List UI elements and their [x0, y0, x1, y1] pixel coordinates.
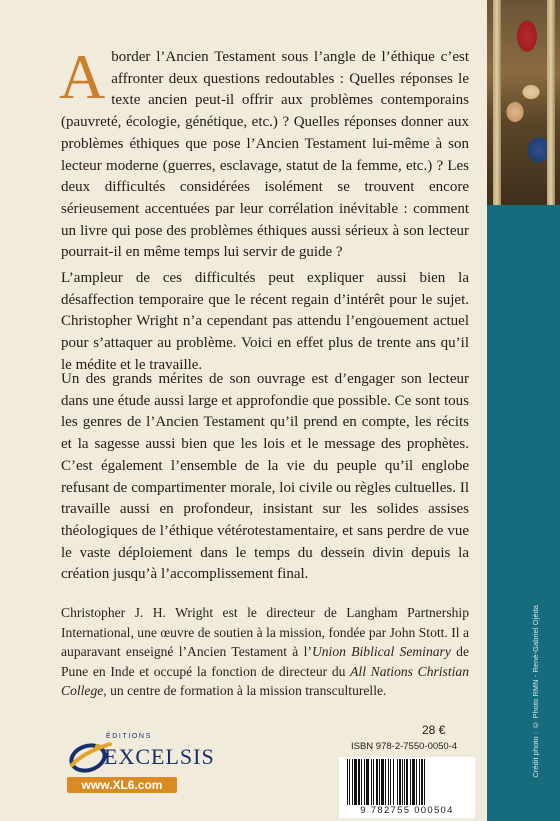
publisher-editions-label: ÉDITIONS: [106, 733, 152, 740]
blurb-paragraph-1-text: border l’Ancien Testament sous l’angle de l’éthique c’est affronter deux questions redoutables : Quelles réponses le texte ancien peut-il offrir aux problèmes contemporains (pauvreté, écologie, génétique, etc.) ? Quelles réponses donner aux problèmes éthiques que pose l’Ancien Testament lui-même à son lecteur moderne (guerres, esclavage, statut de la femme, etc.) ? Les deux difficultés considérées isolément se trouvent encore sérieusement accentuées par leur corrélation inévitable : comment un livre qui pose des problèmes éthiques aussi sérieux à son lecteur pourrait-il en même temps lui servir de guide ?: [61, 49, 469, 261]
author-bio-part2: de Pune en Inde et occupé la fonction de directeur du: [61, 644, 469, 679]
barcode-bar: [419, 759, 420, 805]
barcode-bar: [406, 759, 408, 805]
barcode-bar: [366, 759, 369, 805]
barcode-bar: [381, 759, 384, 805]
barcode-bar: [349, 759, 350, 805]
photo-credit: Crédit photo : © Photo RMN - René-Gabriel Ojéda: [531, 605, 540, 778]
drop-cap: A: [59, 41, 106, 112]
author-bio-school-2: All Nations Christian College: [61, 663, 469, 699]
barcode-digits: 9 782755 000504: [339, 805, 475, 818]
barcode-bar: [354, 759, 357, 805]
barcode-bar: [393, 759, 394, 805]
barcode-bar: [361, 759, 362, 805]
barcode-bar: [388, 759, 389, 805]
barcode-bar: [358, 759, 360, 805]
author-bio: [61, 603, 469, 701]
barcode-bar: [364, 759, 365, 805]
barcode-bar: [390, 759, 391, 805]
isbn-label: ISBN 978-2-7550-0050-4: [351, 741, 458, 752]
barcode-bar: [373, 759, 374, 805]
publisher-name: EXCELSIS: [104, 744, 215, 769]
author-bio-part3: , un centre de formation à la mission transculturelle.: [103, 683, 387, 699]
barcode-bar: [352, 759, 353, 805]
author-bio-part1: Christopher J. H. Wright est le directeur de Langham Partnership International, une œuvre de soutien à la mission, fondée par John Stott. Il a auparavant enseigné l’Ancien Testament à l’: [61, 605, 469, 660]
painting-column: [493, 0, 501, 205]
barcode-bar: [399, 759, 401, 805]
author-bio-school-1: Union Biblical Seminary: [311, 644, 451, 660]
barcode-bar: [421, 759, 423, 805]
publisher-url[interactable]: www.XL6.com: [67, 777, 177, 793]
blurb-paragraph-2: L’ampleur de ces difficultés peut expliquer aussi bien la désaffection temporaire que le récent regain d’intérêt pour le sujet. Christopher Wright n’a cependant pas attendu l’engouement actuel pour s’attaquer au problème. Voici en effet plus de trente ans qu’il le médite et le travaille.: [61, 270, 469, 373]
barcode-bar: [412, 759, 415, 805]
painting-column: [547, 0, 555, 205]
barcode-bar: [424, 759, 425, 805]
barcode: [339, 757, 475, 805]
blurb-paragraph-1: [59, 41, 469, 264]
barcode-bar: [371, 759, 372, 805]
barcode-bar: [404, 759, 405, 805]
barcode-bars: [339, 757, 475, 805]
blurb-paragraph-3: Un des grands mérites de son ouvrage est d’engager son lecteur dans une étude aussi large et approfondie que possible. Ce sont tous les genres de l’Ancien Testament qu’il prend en compte, les récits et la sagesse aussi bien que les lois et le message des prophètes. C’est également l’ensemble de la vie du peuple qu’il englobe refusant de compartimenter morale, loi civile ou règles cultuelles. Il travaille aussi en profondeur, insistant sur les solides assises théologiques de l’éthique vétérotestamentaire, et sans perdre de vue le vaste déploiement dans le temps du dessein divin depuis la création jusqu’à l’accomplissement final.: [61, 371, 469, 583]
price-label: 28 €: [422, 723, 446, 737]
barcode-bar: [410, 759, 411, 805]
barcode-bar: [347, 759, 348, 805]
barcode-bar: [416, 759, 417, 805]
barcode-bar: [397, 759, 398, 805]
barcode-bar: [402, 759, 403, 805]
barcode-bar: [385, 759, 386, 805]
barcode-bar: [379, 759, 380, 805]
cover-painting: [487, 0, 560, 205]
barcode-bar: [376, 759, 378, 805]
